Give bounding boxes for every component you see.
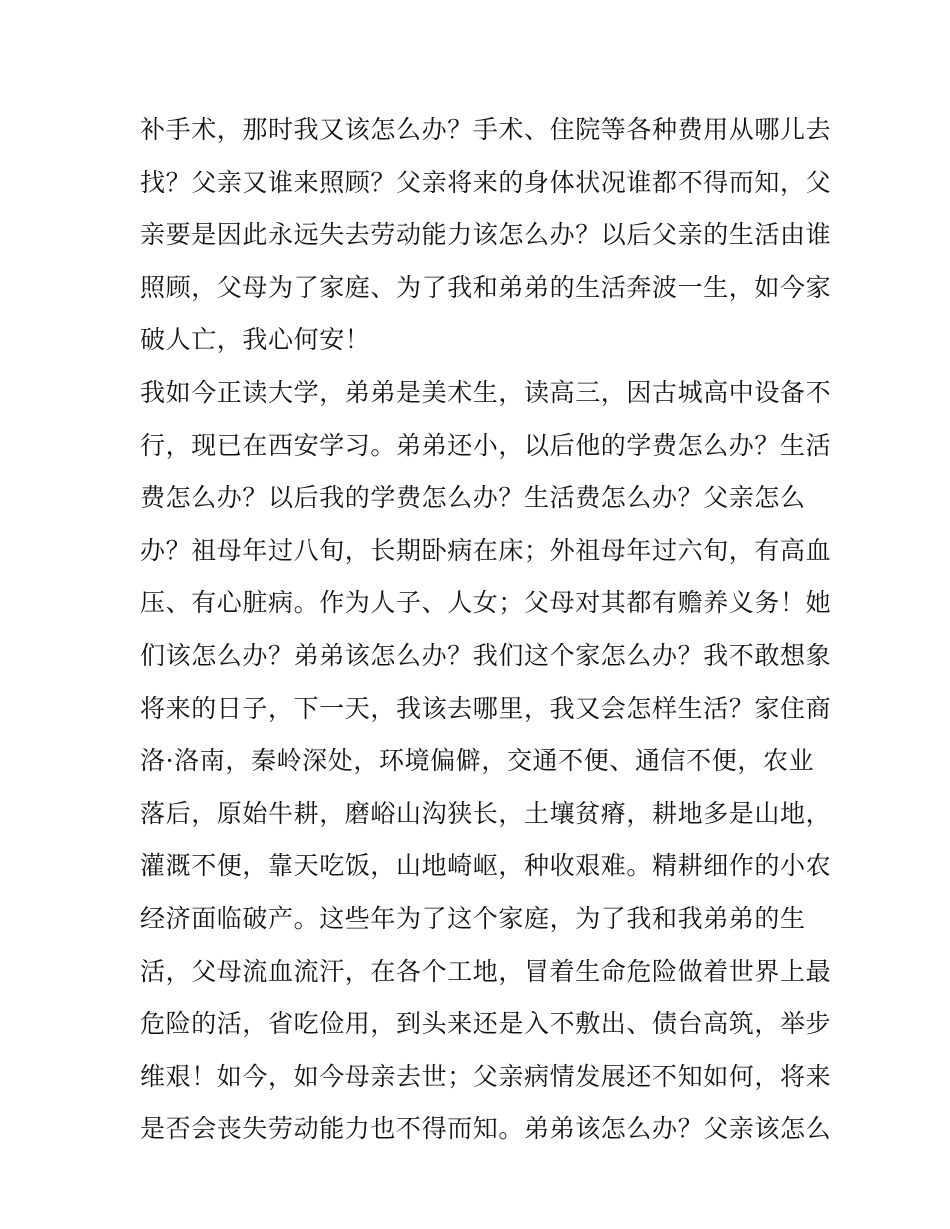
text-line: 将来的日子，下一天，我该去哪里，我又会怎样生活？家住商 xyxy=(140,693,832,723)
text-line: 照顾，父母为了家庭、为了我和弟弟的生活奔波一生，如今家 xyxy=(140,272,832,302)
text-line: 亲要是因此永远失去劳动能力该怎么办？以后父亲的生活由谁 xyxy=(140,220,832,250)
text-line: 洛·洛南，秦岭深处，环境偏僻，交通不便、通信不便，农业 xyxy=(140,746,815,776)
text-line: 办？祖母年过八旬，长期卧病在床；外祖母年过六旬，有高血 xyxy=(140,535,832,565)
text-line: 压、有心脏病。作为人子、人女；父母对其都有赡养义务！她 xyxy=(140,588,832,618)
text-line: 经济面临破产。这些年为了这个家庭，为了我和我弟弟的生 xyxy=(140,903,806,933)
text-line: 费怎么办？以后我的学费怎么办？生活费怎么办？父亲怎么 xyxy=(140,483,806,513)
text-line: 找？父亲又谁来照顾？父亲将来的身体状况谁都不得而知，父 xyxy=(140,167,832,197)
text-line: 危险的活，省吃俭用，到头来还是入不敷出、债台高筑，举步 xyxy=(140,1009,832,1039)
text-line: 维艰！如今，如今母亲去世；父亲病情发展还不知如何，将来 xyxy=(140,1061,832,1091)
text-line: 行，现已在西安学习。弟弟还小，以后他的学费怎么办？生活 xyxy=(140,430,832,460)
text-line: 是否会丧失劳动能力也不得而知。弟弟该怎么办？父亲该怎么 xyxy=(140,1114,832,1144)
text-line: 灌溉不便，靠天吃饭，山地崎岖，种收艰难。精耕细作的小农 xyxy=(140,851,832,881)
text-line: 我如今正读大学，弟弟是美术生，读高三，因古城高中设备不 xyxy=(140,377,832,407)
body-text xyxy=(140,104,832,1156)
text-line: 们该怎么办？弟弟该怎么办？我们这个家怎么办？我不敢想象 xyxy=(140,640,832,670)
text-line: 落后，原始牛耕，磨峪山沟狭长，土壤贫瘠，耕地多是山地， xyxy=(140,798,832,828)
text-line: 活，父母流血流汗，在各个工地，冒着生命危险做着世界上最 xyxy=(140,956,832,986)
text-line: 补手术，那时我又该怎么办？手术、住院等各种费用从哪儿去 xyxy=(140,115,832,144)
text-line: 破人亡，我心何安！ xyxy=(140,325,371,355)
